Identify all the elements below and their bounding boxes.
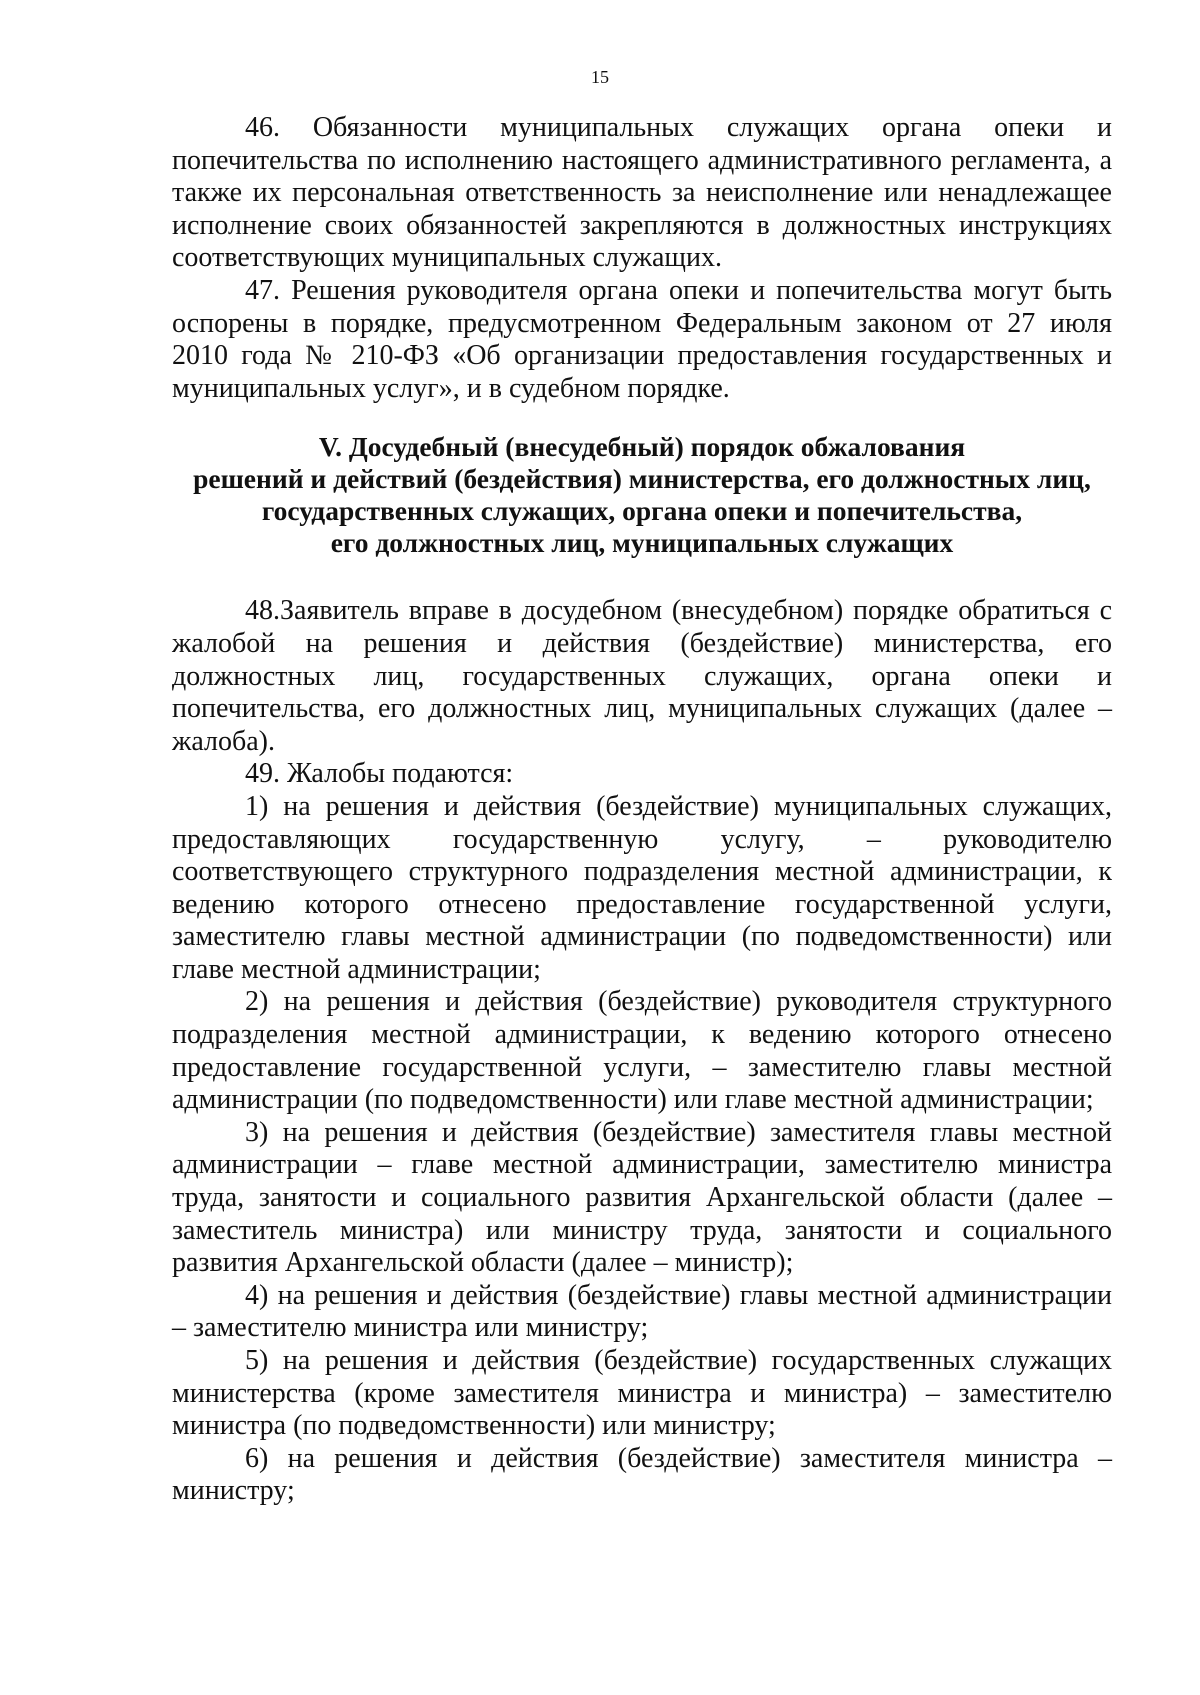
paragraph-49: 49. Жалобы подаются: [245,758,514,790]
list-item-1: 1) на решения и действия (бездействие) муниципальных служащих, предоставляющих государственную услугу, – руководителю соответствующего структурного подразделения местной администрации, к ведению которого отнесено предоставление государственной услуги, заместителю главы местной администрации (по подведомственности) или главе местной администрации; [172,790,1112,985]
list-item-3: 3) на решения и действия (бездействие) заместителя главы местной администрации – главе местной администрации, заместителю министра труда, занятости и социального развития Архангельской области (далее – заместитель министра) или министру труда, занятости и социального развития Архангельской области (далее – министр); [172,1116,1112,1279]
paragraph-47: 47. Решения руководителя органа опеки и попечительства могут быть оспорены в порядке, предусмотренном Федеральным законом от 27 июля 2010 года № 210-ФЗ «Об организации предоставления государственных и муниципальных услуг», и в судебном порядке. [172,274,1112,404]
list-item-4: 4) на решения и действия (бездействие) главы местной администрации – заместителю министра или министру; [172,1279,1112,1344]
section-heading [172,431,1112,559]
section-heading-line: решений и действий (бездействия) министерства, его должностных лиц, [193,463,1091,495]
list-item-6: 6) на решения и действия (бездействие) заместителя министра – министру; [172,1442,1112,1507]
paragraph-48: 48.Заявитель вправе в досудебном (внесудебном) порядке обратиться с жалобой на решения и действия (бездействие) министерства, его должностных лиц, государственных служащих, органа опеки и попечительства, его должностных лиц, муниципальных служащих (далее – жалоба). [172,595,1112,757]
document-body [172,112,1112,1508]
section-heading-line: государственных служащих, органа опеки и попечительства, [261,495,1023,527]
list-item-5: 5) на решения и действия (бездействие) государственных служащих министерства (кроме заместителя министра и министра) – заместителю министра (по подведомственности) или министру; [172,1345,1112,1442]
section-heading-line: его должностных лиц, муниципальных служащих [330,527,954,559]
section-heading-line: V. Досудебный (внесудебный) порядок обжалования [318,431,966,463]
list-item-2: 2) на решения и действия (бездействие) руководителя структурного подразделения местной администрации, к ведению которого отнесено предоставление государственной услуги, – заместителю главы местной администрации (по подведомственности) или главе местной администрации; [172,986,1112,1116]
paragraph-46: 46. Обязанности муниципальных служащих органа опеки и попечительства по исполнению настоящего административного регламента, а также их персональная ответственность за неисполнение или ненадлежащее исполнение своих обязанностей закрепляются в должностных инструкциях соответствующих муниципальных служащих. [172,112,1112,274]
page-number: 15 [591,67,609,87]
